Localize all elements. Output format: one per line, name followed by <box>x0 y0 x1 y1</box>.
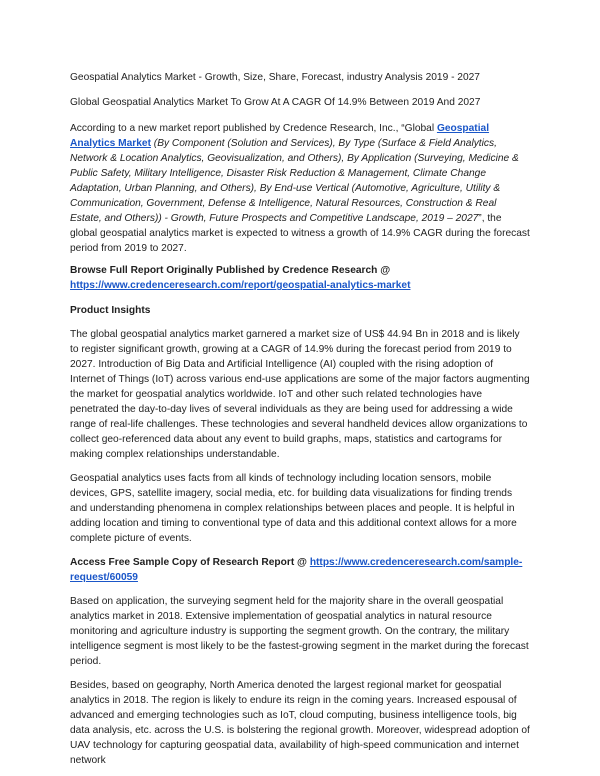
product-insights-paragraph-1: The global geospatial analytics market garnered a market size of US$ 44.94 Bn in 2018 and is likely to register significant growth, growing at a CAGR of 14.9% during the forecast period from 2019 to 2027. Introduction of Big Data and Artificial Intelligence (AI) coupled with the rising adoption of Internet of Things (IoT) across various end-use applications are some of the major factors augmenting the market for geospatial analytics worldwide. IoT and other such related technologies have penetrated the day-to-day lives of several individuals as they are being used for addressing a wide range of real-life challenges. These technologies and several handheld devices allow organizations to collect geo-referenced data about any event to build graphs, maps, statistics and cartograms for making complex relationships understandable. <box>70 329 530 460</box>
market-report-link[interactable]: Geospatial Analytics Market <box>70 123 490 149</box>
document-title: Geospatial Analytics Market - Growth, Size, Share, Forecast, industry Analysis 2019 - 2027 <box>70 72 480 83</box>
sample-copy-line <box>70 555 530 585</box>
geography-paragraph: Besides, based on geography, North America denoted the largest regional market for geospatial analytics in 2018. The region is likely to endure its reign in the coming years. Increased espousal of advanced and emerging technologies such as IoT, cloud computing, business intelligence tools, big data analysis, etc. across the U.S. is bolstering the regional growth. Moreover, widespread adoption of UAV technology for capturing geospatial data, availability of high-speed communication and internet network <box>70 680 530 766</box>
sample-copy-label: Access Free Sample Copy of Research Report @ <box>70 557 310 568</box>
product-insights-heading: Product Insights <box>70 305 151 316</box>
sample-request-link[interactable]: https://www.credenceresearch.com/sample-request/60059 <box>70 557 523 583</box>
browse-link-line <box>70 278 530 293</box>
full-report-link[interactable]: https://www.credenceresearch.com/report/geospatial-analytics-market <box>70 280 411 291</box>
intro-segmentation-text: (By Component (Solution and Services), By Type (Surface & Field Analytics, Network & Location Analytics, Geovisualization, and Others), By Application (Surveying, Medicine & Public Safety, Military Intelligence, Disaster Risk Reduction & Management, Climate Change Adaptation, Urban Planning, and Others), By End-use Vertical (Automotive, Agriculture, Utility & Communication, Government, Defense & Intelligence, Natural Resources, Construction & Real Estate, and Others)) - Growth, Future Prospects and Competitive Landscape, 2019 – 2027 <box>70 138 519 224</box>
application-paragraph: Based on application, the surveying segment held for the majority share in the overall geospatial analytics market in 2018. Extensive implementation of geospatial analytics in natural resource monitoring and agriculture industry is supporting the segment growth. On the contrary, the military intelligence segment is most likely to be the fastest-growing segment in the market during the forecast period. <box>70 596 529 667</box>
browse-label: Browse Full Report Originally Published by Credence Research @ <box>70 265 391 276</box>
product-insights-paragraph-2: Geospatial analytics uses facts from all kinds of technology including location sensors, mobile devices, GPS, satellite imagery, social media, etc. for building data visualizations for finding trends and understanding phenomena in complex relationships between places and people. It is helpful in adding location and timing to conventional type of data and this additional context allows for a more complete picture of events. <box>70 473 517 544</box>
intro-paragraph <box>70 121 530 256</box>
intro-text: According to a new market report published by Credence Research, Inc., “Global <box>70 123 437 134</box>
intro-growth-text: ”, the global geospatial analytics market is expected to witness a growth of 14.9% CAGR during the forecast period from 2019 to 2027. <box>70 213 530 254</box>
document-subtitle: Global Geospatial Analytics Market To Grow At A CAGR Of 14.9% Between 2019 And 2027 <box>70 97 481 108</box>
